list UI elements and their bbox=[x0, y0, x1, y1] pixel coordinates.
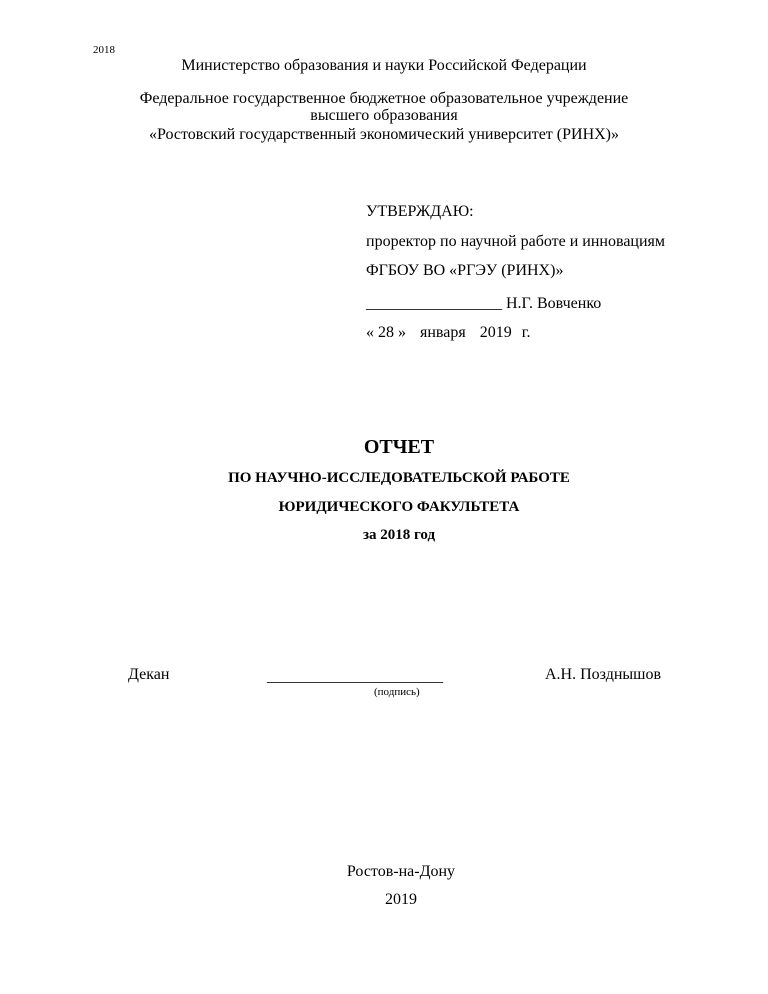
approval-date-suffix: г. bbox=[521, 324, 531, 341]
approval-date bbox=[366, 324, 531, 342]
signature-caption: (подпись) bbox=[374, 686, 420, 698]
dean-signature-line: ______________________ bbox=[267, 668, 443, 685]
approval-title: УТВЕРЖДАЮ: bbox=[366, 203, 474, 220]
dean-label: Декан bbox=[128, 666, 170, 683]
approval-position: проректор по научной работе и инновациям bbox=[366, 233, 666, 250]
institution-line-1: Федеральное государственное бюджетное образовательное учреждение bbox=[139, 90, 629, 107]
ministry-line: Министерство образования и науки Российской Федерации bbox=[181, 57, 587, 74]
report-title: ОТЧЕТ bbox=[363, 436, 435, 458]
footer-city: Ростов-на-Дону bbox=[346, 863, 456, 880]
approval-date-month: января bbox=[420, 324, 466, 341]
institution-line-2: высшего образования bbox=[310, 107, 458, 124]
year-note: 2018 bbox=[93, 44, 115, 56]
dean-name: А.Н. Позднышов bbox=[545, 666, 662, 683]
institution-line-3: «Ростовский государственный экономический университет (РИНХ)» bbox=[149, 126, 619, 143]
report-period: за 2018 год bbox=[362, 527, 436, 543]
approval-signature bbox=[366, 295, 601, 313]
approval-date-year: 2019 bbox=[479, 324, 512, 341]
approval-date-day: « 28 » bbox=[366, 324, 406, 341]
approval-signer: Н.Г. Вовченко bbox=[506, 295, 602, 312]
approval-organization: ФГБОУ ВО «РГЭУ (РИНХ)» bbox=[366, 262, 564, 279]
footer-year: 2019 bbox=[385, 891, 417, 908]
approval-signature-line: _________________ bbox=[366, 295, 502, 312]
report-subtitle-1: ПО НАУЧНО-ИССЛЕДОВАТЕЛЬСКОЙ РАБОТЕ bbox=[228, 470, 570, 486]
report-subtitle-2: ЮРИДИЧЕСКОГО ФАКУЛЬТЕТА bbox=[278, 499, 520, 515]
